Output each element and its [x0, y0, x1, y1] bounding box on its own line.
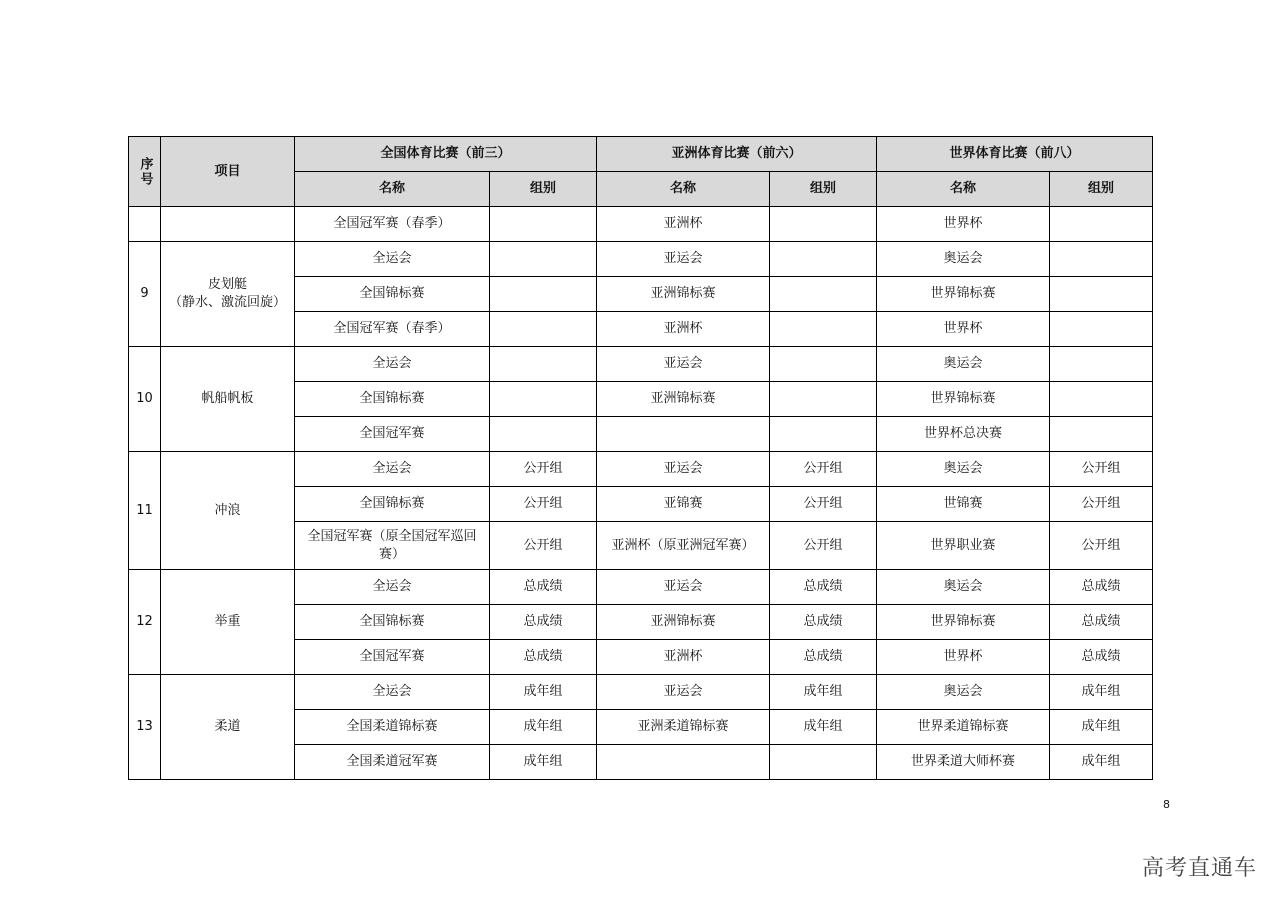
national-category-cell [490, 242, 597, 277]
national-event-name-cell: 全运会 [295, 570, 490, 605]
watermark: 高考直通车 [1142, 856, 1258, 881]
seq-cell: 10 [129, 347, 161, 452]
asian-category-cell [770, 312, 877, 347]
world-event-name-cell: 世界职业赛 [877, 522, 1050, 570]
world-event-name-cell: 世界锦标赛 [877, 382, 1050, 417]
asian-event-name-cell [597, 745, 770, 780]
world-category-cell: 成年组 [1050, 710, 1153, 745]
asian-event-name-cell: 亚运会 [597, 242, 770, 277]
asian-event-name-cell: 亚洲杯（原亚洲冠军赛） [597, 522, 770, 570]
asian-category-cell: 公开组 [770, 487, 877, 522]
asian-event-name-cell: 亚洲杯 [597, 312, 770, 347]
world-category-cell: 总成绩 [1050, 570, 1153, 605]
asian-group-header: 亚洲体育比赛（前六） [597, 137, 877, 172]
world-category-cell [1050, 417, 1153, 452]
national-event-name-cell: 全国冠军赛 [295, 417, 490, 452]
world-event-name-cell: 奥运会 [877, 570, 1050, 605]
asian-event-name-cell: 亚运会 [597, 675, 770, 710]
national-category-cell: 公开组 [490, 522, 597, 570]
seq-header: 序号 [129, 137, 161, 207]
world-category-cell [1050, 382, 1153, 417]
national-event-name-cell: 全国柔道冠军赛 [295, 745, 490, 780]
national-event-name-cell: 全国锦标赛 [295, 382, 490, 417]
national-category-cell [490, 347, 597, 382]
world-category-cell [1050, 312, 1153, 347]
world-category-cell [1050, 277, 1153, 312]
national-category-cell [490, 277, 597, 312]
table-row [129, 452, 1153, 487]
national-category-cell [490, 382, 597, 417]
asian-category-cell: 总成绩 [770, 605, 877, 640]
world-category-cell: 成年组 [1050, 675, 1153, 710]
national-event-name-cell: 全运会 [295, 347, 490, 382]
national-category-cell: 总成绩 [490, 570, 597, 605]
world-category-cell: 成年组 [1050, 745, 1153, 780]
world-category-cell: 公开组 [1050, 487, 1153, 522]
table-body [129, 207, 1153, 780]
item-name-line: 柔道 [214, 719, 241, 734]
world-category-cell: 总成绩 [1050, 605, 1153, 640]
world-category-cell: 公开组 [1050, 452, 1153, 487]
table-header [129, 137, 1153, 207]
world-event-name-cell: 世界杯总决赛 [877, 417, 1050, 452]
asian-category-cell: 总成绩 [770, 640, 877, 675]
asian-event-name-cell: 亚洲锦标赛 [597, 382, 770, 417]
national-event-name-cell: 全国锦标赛 [295, 487, 490, 522]
world-event-name-cell: 世界柔道大师杯赛 [877, 745, 1050, 780]
asian-category-cell: 成年组 [770, 675, 877, 710]
national-category-cell [490, 207, 597, 242]
asian-category-header: 组别 [770, 172, 877, 207]
item-cell [161, 675, 295, 780]
national-event-name-cell: 全国锦标赛 [295, 277, 490, 312]
world-event-name-cell: 奥运会 [877, 675, 1050, 710]
world-event-name-cell: 世界柔道锦标赛 [877, 710, 1050, 745]
sports-competition-table [128, 136, 1153, 780]
world-event-name-cell: 奥运会 [877, 452, 1050, 487]
national-group-header: 全国体育比赛（前三） [295, 137, 597, 172]
national-event-name-cell: 全国锦标赛 [295, 605, 490, 640]
national-category-cell [490, 312, 597, 347]
national-category-cell: 总成绩 [490, 605, 597, 640]
world-event-name-cell: 世界杯 [877, 640, 1050, 675]
national-event-name-cell: 全运会 [295, 242, 490, 277]
asian-event-name-cell: 亚洲锦标赛 [597, 605, 770, 640]
national-event-name-cell: 全国冠军赛（春季） [295, 207, 490, 242]
world-category-header: 组别 [1050, 172, 1153, 207]
seq-cell: 12 [129, 570, 161, 675]
asian-category-cell [770, 382, 877, 417]
item-header: 项目 [161, 137, 295, 207]
item-cell [161, 207, 295, 242]
item-name-line: 帆船帆板 [201, 391, 254, 406]
asian-event-name-cell: 亚洲杯 [597, 207, 770, 242]
world-event-name-cell: 世锦赛 [877, 487, 1050, 522]
item-name-line: （静水、激流回旋） [168, 295, 286, 310]
world-category-cell [1050, 207, 1153, 242]
asian-event-name-cell [597, 417, 770, 452]
asian-category-cell: 总成绩 [770, 570, 877, 605]
world-group-header: 世界体育比赛（前八） [877, 137, 1153, 172]
national-name-header: 名称 [295, 172, 490, 207]
table-row [129, 207, 1153, 242]
national-category-cell: 公开组 [490, 452, 597, 487]
table-row [129, 347, 1153, 382]
world-name-header: 名称 [877, 172, 1050, 207]
asian-event-name-cell: 亚运会 [597, 570, 770, 605]
asian-category-cell [770, 417, 877, 452]
world-event-name-cell: 世界锦标赛 [877, 605, 1050, 640]
item-name-line: 冲浪 [214, 502, 241, 518]
table-row [129, 570, 1153, 605]
world-event-name-cell: 奥运会 [877, 242, 1050, 277]
world-category-cell: 公开组 [1050, 522, 1153, 570]
table-row [129, 242, 1153, 277]
national-category-cell: 成年组 [490, 745, 597, 780]
asian-category-cell [770, 277, 877, 312]
world-event-name-cell: 奥运会 [877, 347, 1050, 382]
item-cell [161, 347, 295, 452]
national-event-name-cell: 全国柔道锦标赛 [295, 710, 490, 745]
asian-category-cell [770, 347, 877, 382]
item-cell [161, 570, 295, 675]
national-category-cell: 总成绩 [490, 640, 597, 675]
asian-event-name-cell: 亚洲杯 [597, 640, 770, 675]
national-category-header: 组别 [490, 172, 597, 207]
national-category-cell [490, 417, 597, 452]
table-row [129, 675, 1153, 710]
asian-category-cell [770, 207, 877, 242]
seq-cell: 11 [129, 452, 161, 570]
national-event-name-cell: 全运会 [295, 675, 490, 710]
national-event-name-cell: 全国冠军赛（原全国冠军巡回赛） [295, 522, 490, 570]
national-category-cell: 成年组 [490, 710, 597, 745]
asian-category-cell: 公开组 [770, 452, 877, 487]
asian-name-header: 名称 [597, 172, 770, 207]
asian-event-name-cell: 亚运会 [597, 452, 770, 487]
seq-cell: 13 [129, 675, 161, 780]
world-category-cell: 总成绩 [1050, 640, 1153, 675]
item-cell [161, 242, 295, 347]
asian-category-cell [770, 242, 877, 277]
world-event-name-cell: 世界锦标赛 [877, 277, 1050, 312]
seq-cell: 9 [129, 242, 161, 347]
asian-event-name-cell: 亚运会 [597, 347, 770, 382]
item-name-line: 举重 [214, 614, 241, 629]
asian-event-name-cell: 亚锦赛 [597, 487, 770, 522]
page-number: 8 [1163, 798, 1170, 811]
national-event-name-cell: 全国冠军赛（春季） [295, 312, 490, 347]
asian-category-cell: 公开组 [770, 522, 877, 570]
national-category-cell: 公开组 [490, 487, 597, 522]
seq-cell [129, 207, 161, 242]
national-event-name-cell: 全国冠军赛 [295, 640, 490, 675]
national-category-cell: 成年组 [490, 675, 597, 710]
world-category-cell [1050, 347, 1153, 382]
world-event-name-cell: 世界杯 [877, 312, 1050, 347]
item-name-line: 皮划艇 [207, 277, 247, 292]
asian-category-cell [770, 745, 877, 780]
asian-event-name-cell: 亚洲柔道锦标赛 [597, 710, 770, 745]
world-event-name-cell: 世界杯 [877, 207, 1050, 242]
asian-category-cell: 成年组 [770, 710, 877, 745]
item-cell [161, 452, 295, 570]
asian-event-name-cell: 亚洲锦标赛 [597, 277, 770, 312]
national-event-name-cell: 全运会 [295, 452, 490, 487]
world-category-cell [1050, 242, 1153, 277]
